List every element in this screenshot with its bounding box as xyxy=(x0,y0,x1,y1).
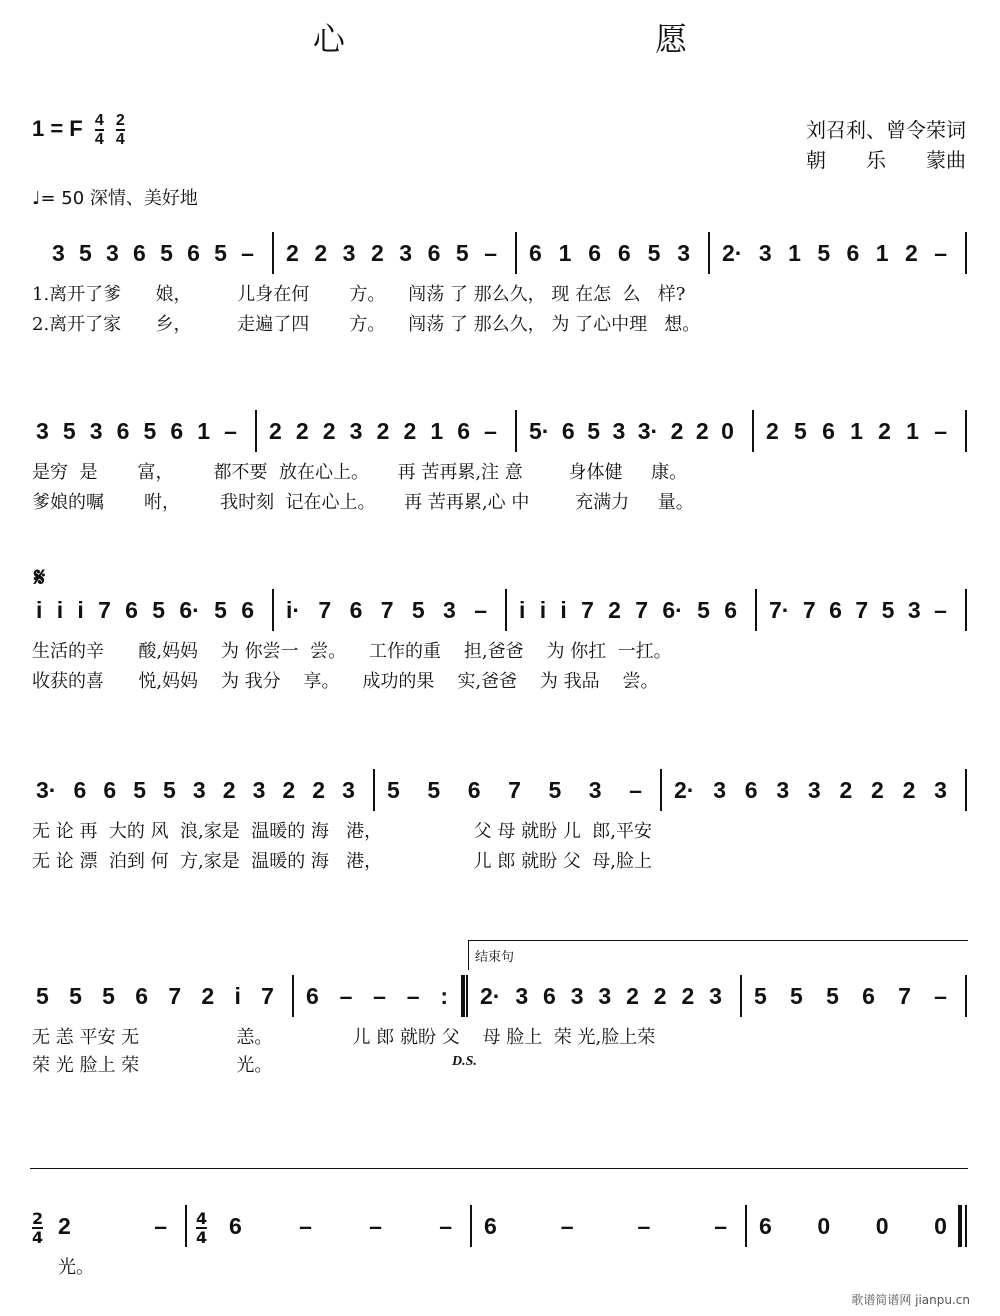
note: 2 xyxy=(839,777,853,803)
barline xyxy=(515,410,517,452)
note: 2 xyxy=(766,418,779,444)
note: 2 xyxy=(653,983,667,1009)
lyric-line: 无 恙 平安 无 恙。 儿 郎 就盼 父 母 脸上 荣 光,脸上荣 xyxy=(32,1027,656,1048)
barline xyxy=(660,769,662,811)
barline xyxy=(185,1205,187,1247)
barline xyxy=(965,769,967,811)
note: 7 xyxy=(635,597,649,623)
note: – xyxy=(339,983,353,1009)
composer-credit: 朝 乐 蒙曲 xyxy=(806,148,966,172)
note: 6 xyxy=(724,597,737,623)
barline xyxy=(755,589,757,631)
note: 2· xyxy=(480,983,501,1009)
lyric-line: 荣 光 脸上 荣 光。 xyxy=(32,1055,273,1076)
double-barline xyxy=(461,975,465,1017)
measure xyxy=(286,240,497,267)
ending-line xyxy=(30,1168,968,1169)
note: – xyxy=(560,1213,574,1239)
note: 1 xyxy=(788,240,801,266)
note: 6 xyxy=(116,418,130,444)
note: 5 xyxy=(62,418,76,444)
note: 3 xyxy=(89,418,103,444)
note: 2 xyxy=(286,240,299,266)
note: 3 xyxy=(588,777,602,803)
note: 1 xyxy=(875,240,889,266)
measure xyxy=(286,597,487,624)
measure xyxy=(387,777,642,804)
note: 2· xyxy=(674,777,695,803)
note: 6 xyxy=(822,418,835,444)
note: 7 xyxy=(802,597,816,623)
note: 0 xyxy=(875,1213,889,1239)
lyric-line: 生活的辛 酸,妈妈 为 你尝一 尝。 工作的重 担,爸爸 为 你扛 一扛。 xyxy=(32,641,672,662)
note: – xyxy=(484,418,497,444)
note: – xyxy=(934,597,947,623)
note: 2 xyxy=(58,1213,71,1239)
note: 3· xyxy=(36,777,57,803)
note: 6 xyxy=(617,240,631,266)
song-title: 心 愿 xyxy=(312,20,838,58)
measure xyxy=(58,1213,167,1240)
note: 2 xyxy=(626,983,639,1009)
note: 3 xyxy=(106,240,119,266)
note: 2 xyxy=(222,777,236,803)
barline xyxy=(740,975,742,1017)
note: 5 xyxy=(455,240,469,266)
lyricist-credit: 刘召利、曾令荣词 xyxy=(806,118,966,142)
note: 2 xyxy=(670,418,684,444)
note: 7 xyxy=(168,983,182,1009)
note: – xyxy=(369,1213,382,1239)
note: i xyxy=(560,597,567,623)
note: i xyxy=(77,597,84,623)
double-barline xyxy=(958,1205,962,1247)
measure xyxy=(52,240,254,267)
note: – xyxy=(439,1213,452,1239)
note: 3 xyxy=(713,777,727,803)
note: 3 xyxy=(342,240,356,266)
barline xyxy=(373,769,375,811)
time-signature-2-4-final: 2 4 xyxy=(32,1209,44,1247)
measure xyxy=(36,983,274,1010)
note: 5 xyxy=(647,240,661,266)
time-signature-4-4-final: 4 4 xyxy=(196,1209,208,1247)
note: 6· xyxy=(662,597,683,623)
note: 6 xyxy=(457,418,471,444)
note: 6 xyxy=(561,418,575,444)
tempo-marking: ♩= 50 深情、美好地 xyxy=(32,188,198,209)
note: 5 xyxy=(69,983,82,1009)
note: 3 xyxy=(52,240,65,266)
barline xyxy=(292,975,294,1017)
note: – xyxy=(714,1213,727,1239)
note: 5 xyxy=(790,983,803,1009)
note: i xyxy=(234,983,241,1009)
note: 2 xyxy=(878,418,891,444)
note: – xyxy=(373,983,386,1009)
note: – xyxy=(934,240,947,266)
note: 6 xyxy=(349,597,363,623)
barline xyxy=(272,589,274,631)
note: 5 xyxy=(794,418,807,444)
note: 2 xyxy=(904,240,918,266)
measure xyxy=(722,240,947,267)
note: 6 xyxy=(543,983,556,1009)
note: 5 xyxy=(79,240,92,266)
note: 2 xyxy=(902,777,916,803)
note: 6 xyxy=(744,777,758,803)
ds-marking: D.S. xyxy=(452,1054,477,1069)
note: 2 xyxy=(608,597,621,623)
note: – xyxy=(934,418,947,444)
note: 2 xyxy=(269,418,282,444)
note: 6 xyxy=(103,777,117,803)
barline xyxy=(745,1205,747,1247)
note: – xyxy=(241,240,254,266)
note: 2 xyxy=(695,418,709,444)
note: 1 xyxy=(430,418,444,444)
note: 5 xyxy=(214,597,227,623)
note: 3 xyxy=(612,418,626,444)
measure xyxy=(529,240,690,267)
ending-label: 结束句 xyxy=(475,950,515,965)
note: 6 xyxy=(229,1213,242,1239)
note: 5 xyxy=(427,777,441,803)
barline xyxy=(965,410,967,452)
note: 2 xyxy=(403,418,417,444)
note: 6 xyxy=(829,597,842,623)
note: 6 xyxy=(170,418,184,444)
note: 3· xyxy=(637,418,659,444)
note: 2 xyxy=(295,418,309,444)
lyric-line: 爹娘的嘱 咐， 我时刻 记在心上。 再 苦再累,心 中 充满力 量。 xyxy=(32,492,694,513)
barline xyxy=(965,589,967,631)
note: 1 xyxy=(850,418,863,444)
note: 0 xyxy=(721,418,734,444)
note: 5 xyxy=(160,240,173,266)
barline xyxy=(505,589,507,631)
note: 2· xyxy=(722,240,743,266)
note: 2 xyxy=(370,240,384,266)
barline xyxy=(752,410,754,452)
measure xyxy=(766,418,947,445)
lyric-line: 1.离开了爹 娘， 儿身在何 方。 闯荡 了 那么久， 现 在怎 么 样? xyxy=(32,284,686,305)
note: 3 xyxy=(515,983,529,1009)
note: 7· xyxy=(769,597,790,623)
note: 5 xyxy=(152,597,166,623)
note: 6 xyxy=(73,777,87,803)
note: – xyxy=(934,983,947,1009)
note: – xyxy=(474,597,487,623)
note: 6 xyxy=(759,1213,772,1239)
note: 5 xyxy=(387,777,400,803)
key-label: 1 = F xyxy=(32,115,83,141)
time-signature-4-4: $\frac{4}{4}$ xyxy=(94,112,104,148)
measure xyxy=(480,983,722,1010)
barline xyxy=(470,1205,472,1247)
note: – xyxy=(224,418,237,444)
note: 0 xyxy=(934,1213,947,1239)
note: 6 xyxy=(846,240,860,266)
note: – xyxy=(299,1213,312,1239)
lyric-line: 无 论 漂 泊到 何 方,家是 温暖的 海 港， 儿 郎 就盼 父 母,脸上 xyxy=(32,851,652,872)
note: 5 xyxy=(214,240,227,266)
note: 6 xyxy=(427,240,441,266)
measure xyxy=(269,418,497,445)
note: 6 xyxy=(241,597,254,623)
note: 3 xyxy=(443,597,456,623)
note: 7 xyxy=(261,983,274,1009)
note: i· xyxy=(286,597,301,623)
note: 3 xyxy=(934,777,947,803)
note: 3 xyxy=(570,983,584,1009)
note: 1 xyxy=(906,418,919,444)
note: – xyxy=(629,777,642,803)
note: 3 xyxy=(342,777,355,803)
note: 7 xyxy=(898,983,911,1009)
note: 3 xyxy=(349,418,363,444)
measure xyxy=(36,597,254,624)
note: 6· xyxy=(179,597,200,623)
note: 2 xyxy=(201,983,215,1009)
barline xyxy=(965,232,967,274)
note: 5 xyxy=(697,597,710,623)
note: i xyxy=(519,597,526,623)
note: 3 xyxy=(709,983,722,1009)
note: 5 xyxy=(411,597,425,623)
note: 3 xyxy=(192,777,206,803)
note: 3 xyxy=(776,777,790,803)
lyric-line: 光。 xyxy=(58,1257,94,1278)
lyric-line: 是穷 是 富， 都不要 放在心上。 再 苦再累,注 意 身体健 康。 xyxy=(32,462,688,483)
note: 2 xyxy=(322,418,336,444)
note: 5 xyxy=(36,983,49,1009)
note: : xyxy=(440,983,448,1009)
barline xyxy=(965,975,967,1017)
note: 2 xyxy=(871,777,884,803)
measure xyxy=(36,777,355,804)
note: 6 xyxy=(529,240,542,266)
note: 2 xyxy=(314,240,328,266)
note: 2 xyxy=(376,418,390,444)
note: 1 xyxy=(558,240,572,266)
note: – xyxy=(637,1213,651,1239)
note: 6 xyxy=(306,983,319,1009)
measure xyxy=(529,418,734,445)
note: 6 xyxy=(588,240,602,266)
note: 6 xyxy=(135,983,149,1009)
segno-icon: 𝄋 xyxy=(34,563,46,593)
note: 5· xyxy=(529,418,550,444)
note: 3 xyxy=(758,240,772,266)
note: 7 xyxy=(380,597,394,623)
note: 5 xyxy=(163,777,176,803)
measure xyxy=(674,777,947,804)
ending-bracket xyxy=(468,940,968,970)
note: 5 xyxy=(881,597,895,623)
lyric-line: 收获的喜 悦,妈妈 为 我分 享。 成功的果 实,爸爸 为 我品 尝。 xyxy=(32,671,659,692)
note: 3 xyxy=(677,240,690,266)
measure xyxy=(306,983,448,1010)
note: – xyxy=(484,240,497,266)
time-signature-2-4: $\frac{2}{4}$ xyxy=(115,112,125,148)
note: 5 xyxy=(102,983,115,1009)
note: 6 xyxy=(484,1213,497,1239)
note: – xyxy=(406,983,420,1009)
note: 7 xyxy=(581,597,594,623)
note: 7 xyxy=(855,597,869,623)
key-signature xyxy=(32,112,125,148)
note: 2 xyxy=(282,777,296,803)
note: 7 xyxy=(508,777,521,803)
note: 3 xyxy=(907,597,921,623)
note: 5 xyxy=(133,777,146,803)
measure xyxy=(759,1213,947,1240)
note: 5 xyxy=(548,777,562,803)
barline xyxy=(466,975,468,1017)
note: 6 xyxy=(133,240,146,266)
note: 5 xyxy=(754,983,767,1009)
note: i xyxy=(56,597,64,623)
note: 2 xyxy=(312,777,326,803)
note: 5 xyxy=(826,983,839,1009)
barline xyxy=(272,232,274,274)
note: i xyxy=(539,597,547,623)
note: 2 xyxy=(681,983,695,1009)
note: 5 xyxy=(143,418,157,444)
note: i xyxy=(36,597,43,623)
note: 6 xyxy=(862,983,875,1009)
barline xyxy=(255,410,257,452)
note: 6 xyxy=(125,597,138,623)
measure xyxy=(484,1213,727,1240)
note: 3 xyxy=(807,777,821,803)
note: 5 xyxy=(587,418,600,444)
lyric-line: 2.离开了家 乡， 走遍了四 方。 闯荡 了 那么久， 为 了心中理 想。 xyxy=(32,314,701,335)
note: 7 xyxy=(318,597,332,623)
note: 3 xyxy=(399,240,413,266)
measure xyxy=(229,1213,452,1240)
measure xyxy=(754,983,947,1010)
note: 6 xyxy=(467,777,481,803)
note: 0 xyxy=(817,1213,831,1239)
lyric-line: 无 论 再 大的 风 浪,家是 温暖的 海 港， 父 母 就盼 儿 郎,平安 xyxy=(32,821,652,842)
note: 7 xyxy=(98,597,111,623)
note: 1 xyxy=(197,418,211,444)
measure xyxy=(36,418,237,445)
barline xyxy=(965,1205,967,1247)
note: 3 xyxy=(36,418,49,444)
measure xyxy=(519,597,737,624)
note: 3 xyxy=(252,777,266,803)
measure xyxy=(769,597,947,624)
barline xyxy=(708,232,710,274)
note: 3 xyxy=(598,983,612,1009)
note: – xyxy=(154,1213,167,1239)
note: 6 xyxy=(187,240,200,266)
note: 5 xyxy=(817,240,831,266)
watermark: 歌谱简谱网 jianpu.cn xyxy=(851,1293,970,1307)
barline xyxy=(515,232,517,274)
